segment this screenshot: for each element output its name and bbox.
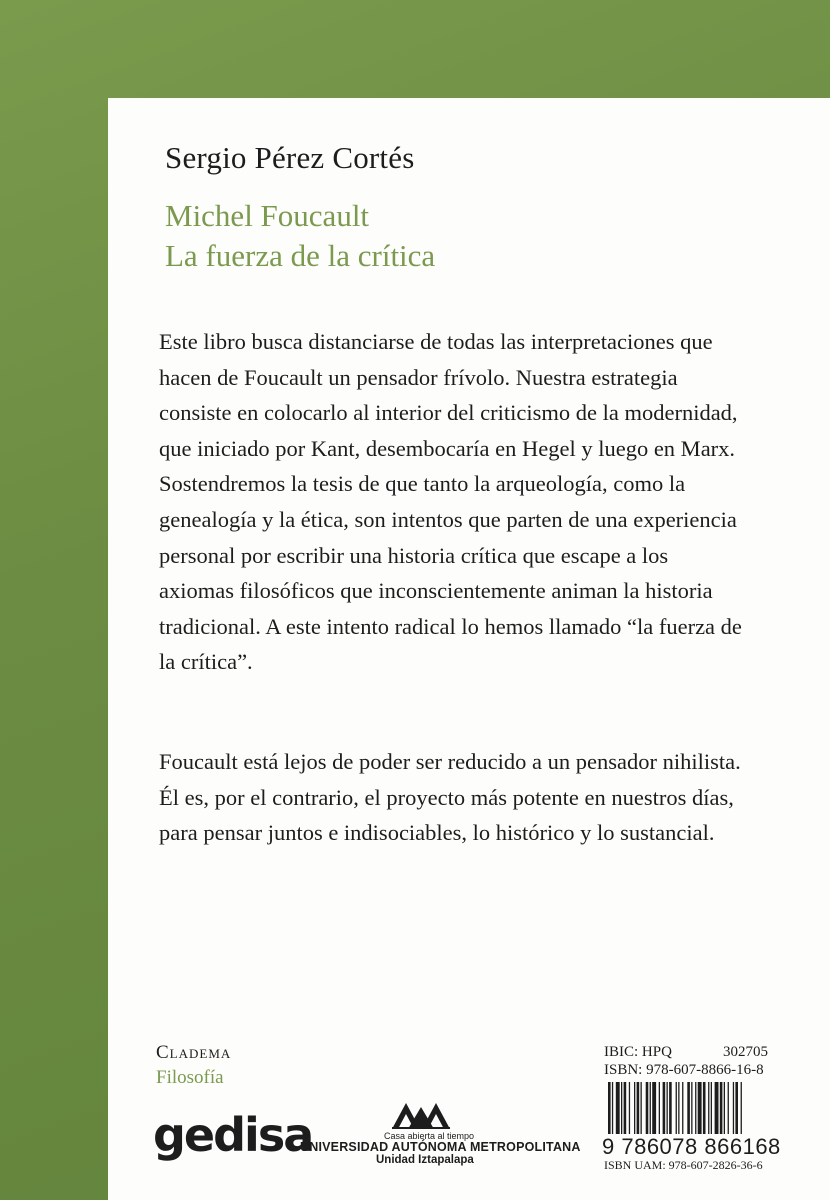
uam-name: UNIVERSIDAD AUTÓNOMA METROPOLITANA [300,1140,581,1154]
author-name: Sergio Pérez Cortés [165,140,415,175]
synopsis-line: Sostendremos la tesis de que tanto la arqueología, como la [159,471,686,497]
back-cover-panel [108,98,830,1200]
barcode-bar [711,1082,712,1134]
barcode-bar [715,1082,719,1134]
uam-logo-icon [390,1101,452,1131]
synopsis-line: Este libro busca distanciarse de todas las interpretaciones que [159,329,713,354]
barcode-bar [695,1082,696,1134]
synopsis-line: genealogía y la ética, son intentos que parten de una experiencia [159,506,737,532]
barcode-bar [616,1082,620,1134]
barcode-icon [606,1082,802,1138]
synopsis-line: axiomas filosóficos que inconscientemente animan la historia [159,578,713,604]
barcode-bar [663,1082,666,1134]
barcode-bar [687,1082,690,1134]
synopsis-line: para pensar juntos e indisociables, lo histórico y lo sustancial. [159,820,715,846]
barcode-bar [682,1082,683,1134]
synopsis-paragraph-1 [159,324,819,680]
barcode-bar [708,1082,709,1134]
barcode-bar [641,1082,642,1134]
barcode-bar [612,1082,613,1134]
ibic-code: IBIC: HPQ [604,1044,672,1060]
isbn-label: ISBN: 978-607-8866-16-8 [604,1062,764,1078]
synopsis-line: la crítica”. [159,649,253,675]
barcode-bar [703,1082,706,1134]
barcode-bar [667,1082,668,1134]
barcode-bar [621,1082,622,1134]
series-subject: Filosofía [156,1067,224,1088]
barcode-bar [678,1082,679,1134]
synopsis-line: consiste en colocarlo al interior del criticismo de la modernidad, [159,400,738,426]
series-name: Cladema [156,1042,232,1063]
barcode-bar [728,1082,729,1134]
synopsis-line: que iniciado por Kant, desembocaría en Hegel y luego en Marx. [159,435,736,461]
barcode-bar [646,1082,649,1134]
barcode-bar [652,1082,656,1134]
uam-tagline: Casa abierta al tiempo [384,1131,475,1141]
barcode-bar [659,1082,660,1134]
barcode-bar [669,1082,672,1134]
barcode-bar [629,1082,630,1134]
barcode-bar [608,1082,611,1134]
barcode-bar [735,1082,738,1134]
barcode-bar [650,1082,651,1134]
barcode-bar [676,1082,677,1134]
barcode-bar [720,1082,723,1134]
barcode-bar [733,1082,734,1134]
isbn-uam-label: ISBN UAM: 978-607-2826-36-6 [604,1158,763,1172]
synopsis-line: Él es, por el contrario, el proyecto más potente en nuestros días, [159,784,734,810]
synopsis-line: personal por escribir una historia crítica que escape a los [159,542,669,568]
barcode-bar [637,1082,640,1134]
synopsis-line: Foucault está lejos de poder ser reducido a un pensador nihilista. [159,749,741,774]
publisher-logo: gedisa [153,1108,313,1162]
barcode-bar [698,1082,702,1134]
book-title-line-2: La fuerza de la crítica [165,238,436,273]
book-title-line-1: Michel Foucault [165,198,370,233]
uam-unit: Unidad Iztapalapa [376,1154,474,1166]
synopsis-line: tradicional. A este intento radical lo hemos llamado “la fuerza de [159,613,742,639]
barcode-bar [634,1082,635,1134]
barcode-bar [724,1082,725,1134]
synopsis-line: hacen de Foucault un pensador frívolo. Nuestra estrategia [159,364,678,390]
barcode-bar [691,1082,692,1134]
synopsis-paragraph-2 [159,744,819,851]
barcode-bar [741,1082,742,1134]
barcode-digits: 9 786078 866168 [602,1134,781,1159]
catalog-code: 302705 [723,1044,768,1060]
barcode-bar [624,1082,627,1134]
